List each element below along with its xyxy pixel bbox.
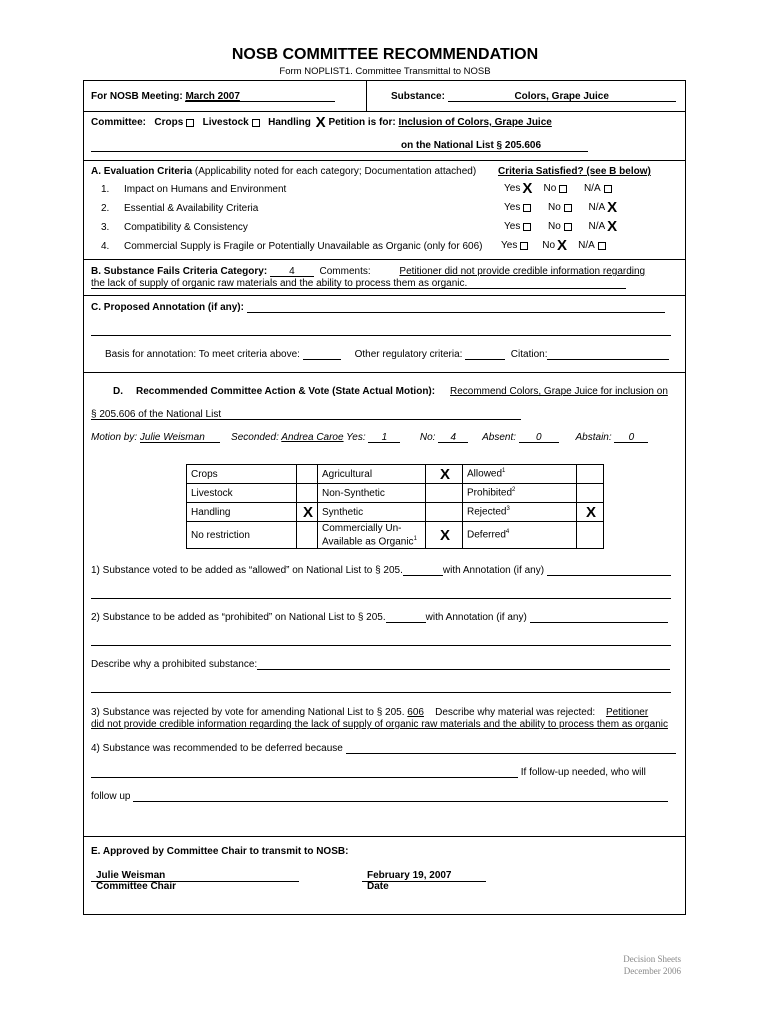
section-c-label: C. Proposed Annotation (if any): — [91, 302, 244, 313]
handling-check-cell[interactable] — [297, 503, 318, 522]
divider — [83, 372, 686, 373]
table-cell: Non-Synthetic — [318, 484, 426, 503]
option-rejected-text: 3) Substance was rejected by vote for amending National List to § 205. — [91, 707, 405, 718]
followup-who-label: If follow-up needed, who will — [520, 767, 646, 778]
motion-row-2 — [91, 409, 521, 420]
basis-row — [105, 349, 669, 360]
table-cell: Crops — [187, 465, 297, 484]
comments-line-1: Petitioner did not provide credible information regarding — [399, 266, 646, 277]
other-criteria-label: Other regulatory criteria: — [354, 349, 463, 360]
rejected-reason-1: Petitioner — [605, 707, 649, 718]
criteria-heading: Criteria Satisfied? (see B below) — [498, 166, 651, 177]
criteria-text: Compatibility & Consistency — [124, 222, 248, 233]
other-criteria-field[interactable] — [465, 349, 505, 360]
committee-crops-label: Crops — [154, 117, 184, 129]
divider — [366, 80, 367, 111]
no-checkbox[interactable] — [564, 204, 572, 212]
national-list-text: on the National List § 205.606 — [401, 140, 542, 151]
deferred-reason-field-2[interactable] — [91, 767, 518, 778]
prohibited-check-cell[interactable] — [577, 484, 604, 503]
committee-row — [91, 114, 552, 131]
table-cell — [463, 522, 577, 549]
form-subtitle: Form NOPLIST1. Committee Transmittal to NOSB — [279, 66, 491, 77]
option-allowed-text: 1) Substance voted to be added as “allowed” on National List to § 205. — [91, 565, 403, 576]
citation-field[interactable] — [547, 349, 669, 360]
followup-row-2 — [91, 791, 668, 802]
no-label: No — [543, 183, 557, 195]
vote-row — [91, 432, 648, 443]
footnote-mark: 2 — [512, 487, 516, 494]
no-checkbox[interactable] — [564, 223, 572, 231]
substance-label: Substance: — [391, 91, 445, 102]
agricultural-x: X — [440, 465, 451, 483]
criteria-options-3 — [504, 218, 617, 235]
allowed-section-field[interactable] — [403, 565, 443, 576]
option-deferred-row — [91, 743, 676, 754]
prohibited-label: Prohibited — [467, 487, 513, 499]
rejected-check-cell[interactable] — [577, 503, 604, 522]
basis-field[interactable] — [303, 349, 341, 360]
comments-row-2 — [91, 278, 626, 289]
section-d-letter: D. — [113, 386, 123, 397]
yes-checkbox[interactable] — [520, 242, 528, 250]
deferred-reason-field[interactable] — [346, 743, 676, 754]
date-label: Date — [367, 881, 389, 892]
category-value: 4 — [289, 266, 295, 277]
footer-line-1: Decision Sheets — [623, 954, 681, 964]
option-allowed-suffix: with Annotation (if any) — [442, 565, 545, 576]
divider — [83, 111, 686, 112]
committee-label: Committee: — [91, 117, 147, 129]
divider — [83, 836, 686, 837]
committee-handling-label: Handling — [268, 117, 311, 129]
abstain-label: Abstain: — [575, 432, 612, 443]
substance-row — [391, 91, 676, 102]
section-b-label: B. Substance Fails Criteria Category: — [91, 266, 268, 277]
annotation-field[interactable] — [247, 302, 665, 313]
section-b-row — [91, 266, 645, 277]
na-label: N/A — [588, 202, 606, 214]
na-label: N/A — [583, 183, 601, 195]
substance-value: Colors, Grape Juice — [514, 91, 609, 102]
motion-by-label: Motion by: — [91, 432, 138, 443]
comments-label: Comments: — [319, 266, 371, 277]
rejected-x: X — [586, 503, 597, 521]
yes-checkbox-x[interactable]: X — [522, 180, 533, 197]
option-deferred-text: 4) Substance was recommended to be deferred because — [91, 743, 343, 754]
criteria-options-2 — [504, 199, 617, 216]
commercially-unavailable-x: X — [440, 526, 451, 544]
criteria-text: Essential & Availability Criteria — [124, 203, 259, 214]
divider — [83, 295, 686, 296]
basis-label: Basis for annotation: To meet criteria above: — [105, 349, 300, 360]
livestock-check-cell[interactable] — [297, 484, 318, 503]
divider — [83, 160, 686, 161]
no-label: No — [542, 240, 556, 252]
table-cell — [463, 484, 577, 503]
footnote-mark: 3 — [506, 506, 510, 513]
meeting-row — [91, 91, 335, 102]
table-row — [187, 465, 604, 484]
deferred-check-cell[interactable] — [577, 522, 604, 549]
petition-value: Inclusion of Colors, Grape Juice — [398, 117, 552, 129]
synthetic-check-cell[interactable] — [426, 503, 463, 522]
prohibited-annotation-line — [91, 645, 671, 646]
abstain-value: 0 — [628, 432, 635, 443]
criteria-options-4 — [501, 237, 606, 254]
rejected-describe-label: Describe why material was rejected: — [435, 707, 596, 718]
no-vote-field[interactable] — [438, 432, 468, 443]
criteria-num: 4. — [101, 241, 110, 252]
followup-row — [91, 767, 646, 778]
section-e-label: E. Approved by Committee Chair to transmit to NOSB: — [91, 846, 349, 857]
footnote-mark: 4 — [505, 529, 510, 536]
prohibited-section-field[interactable] — [386, 612, 426, 623]
action-table — [186, 464, 604, 549]
option-prohibited-suffix: with Annotation (if any) — [425, 612, 527, 623]
meeting-label: For NOSB Meeting: — [91, 91, 183, 102]
comments-field[interactable] — [91, 278, 626, 289]
table-row — [187, 503, 604, 522]
allowed-annotation-line — [91, 598, 671, 599]
page-title: NOSB COMMITTEE RECOMMENDATION — [231, 46, 539, 63]
motion-by-field[interactable] — [140, 432, 220, 443]
describe-prohibited-label: Describe why a prohibited substance: — [91, 659, 258, 670]
yes-checkbox[interactable] — [523, 204, 531, 212]
table-row — [187, 522, 604, 549]
meeting-value: March 2007 — [185, 91, 240, 102]
comments-line-2: the lack of supply of organic raw materials and the ability to process them as organic. — [91, 278, 468, 289]
chair-name: Julie Weisman — [96, 870, 166, 881]
substance-field[interactable] — [448, 91, 676, 102]
rejected-section-value: 606 — [407, 707, 424, 718]
criteria-num: 1. — [101, 184, 110, 195]
describe-prohibited-field[interactable] — [257, 659, 670, 670]
committee-livestock-label: Livestock — [202, 117, 249, 129]
section-c-row — [91, 302, 665, 313]
approval-date: February 19, 2007 — [367, 870, 452, 881]
motion-line-1: Recommend Colors, Grape Juice for inclusion on — [450, 386, 668, 397]
followup-field[interactable] — [133, 791, 668, 802]
footer-line-2: December 2006 — [623, 966, 681, 976]
handling-checkbox-x[interactable]: X — [315, 114, 326, 131]
table-cell: Handling — [187, 503, 297, 522]
followup-label: follow up — [91, 791, 131, 802]
yes-vote-label: Yes: — [346, 432, 366, 443]
criteria-options-1 — [504, 180, 612, 197]
chair-title: Committee Chair — [96, 881, 177, 892]
category-field[interactable] — [270, 266, 314, 277]
no-checkbox-x[interactable]: X — [557, 237, 568, 254]
commercially-label: Commercially Un- — [322, 522, 402, 534]
rejected-reason-2: did not provide credible information regarding the lack of supply of organic raw materials and the ability to process them as organic — [91, 719, 668, 730]
non-synthetic-check-cell[interactable] — [426, 484, 463, 503]
prohibited-annotation-field[interactable] — [530, 612, 668, 623]
na-checkbox-x[interactable]: X — [607, 218, 618, 235]
motion-line-2: § 205.606 of the National List — [91, 409, 222, 420]
petition-label: Petition is for: — [328, 117, 396, 129]
table-cell: Synthetic — [318, 503, 426, 522]
no-restriction-check-cell[interactable] — [297, 522, 318, 549]
absent-label: Absent: — [482, 432, 517, 443]
option-allowed-row — [91, 565, 671, 576]
allowed-annotation-field[interactable] — [547, 565, 671, 576]
describe-prohibited-row — [91, 659, 670, 670]
livestock-checkbox[interactable] — [252, 119, 260, 127]
rejected-label: Rejected — [467, 506, 507, 518]
na-checkbox[interactable] — [598, 242, 606, 250]
table-cell — [463, 503, 577, 522]
commercially-unavailable-check-cell[interactable] — [426, 522, 463, 549]
absent-field[interactable] — [519, 432, 559, 443]
table-cell — [318, 522, 426, 549]
abstain-field[interactable] — [614, 432, 648, 443]
section-a-heading — [91, 166, 476, 177]
table-cell: Livestock — [187, 484, 297, 503]
criteria-num: 3. — [101, 222, 110, 233]
handling-x: X — [303, 503, 314, 521]
na-label: N/A — [578, 240, 595, 252]
national-list-field[interactable] — [91, 140, 588, 152]
seconded-label: Seconded: — [231, 432, 279, 443]
seconded-value: Andrea Caroe — [281, 432, 344, 443]
no-vote-label: No: — [419, 432, 436, 443]
option-prohibited-row — [91, 612, 668, 623]
table-row — [187, 484, 604, 503]
yes-label: Yes — [504, 183, 521, 195]
section-a-label: A. Evaluation Criteria — [91, 166, 193, 177]
yes-label: Yes — [504, 221, 521, 233]
absent-value: 0 — [536, 432, 542, 443]
criteria-text: Commercial Supply is Fragile or Potentially Unavailable as Organic (only for 606) — [124, 241, 483, 252]
divider — [83, 259, 686, 260]
table-cell: No restriction — [187, 522, 297, 549]
yes-vote-value: 1 — [381, 432, 388, 443]
agricultural-check-cell[interactable] — [426, 465, 463, 484]
allowed-label: Allowed — [467, 468, 503, 480]
criteria-num: 2. — [101, 203, 110, 214]
no-label: No — [548, 202, 561, 214]
yes-label: Yes — [504, 202, 521, 214]
yes-label: Yes — [501, 240, 518, 252]
crops-check-cell[interactable] — [297, 465, 318, 484]
allowed-check-cell[interactable] — [577, 465, 604, 484]
footnote-mark: 1 — [413, 535, 417, 542]
na-checkbox[interactable] — [604, 185, 612, 193]
table-cell — [463, 465, 577, 484]
citation-label: Citation: — [510, 349, 548, 360]
section-d-label: Recommended Committee Action & Vote (State Actual Motion): — [136, 386, 436, 397]
na-label: N/A — [588, 221, 606, 233]
yes-checkbox[interactable] — [523, 223, 531, 231]
na-checkbox-x[interactable]: X — [607, 199, 618, 216]
no-label: No — [548, 221, 561, 233]
meeting-field[interactable] — [185, 91, 335, 102]
table-cell: Agricultural — [318, 465, 426, 484]
crops-checkbox[interactable] — [186, 119, 194, 127]
motion-by-value: Julie Weisman — [139, 432, 205, 443]
criteria-text: Impact on Humans and Environment — [124, 184, 287, 195]
motion-field[interactable] — [91, 409, 521, 420]
option-rejected-row — [91, 707, 656, 718]
describe-prohibited-line — [91, 692, 671, 693]
footnote-mark: 1 — [502, 468, 506, 475]
available-label: Available as Organic — [322, 536, 414, 548]
deferred-label: Deferred — [467, 529, 506, 541]
yes-vote-field[interactable] — [368, 432, 400, 443]
no-vote-value: 4 — [450, 432, 456, 443]
option-prohibited-text: 2) Substance to be added as “prohibited” on National List to § 205. — [91, 612, 386, 623]
annotation-line — [91, 335, 671, 336]
section-a-note: (Applicability noted for each category; Documentation attached) — [194, 166, 477, 177]
no-checkbox[interactable] — [559, 185, 567, 193]
